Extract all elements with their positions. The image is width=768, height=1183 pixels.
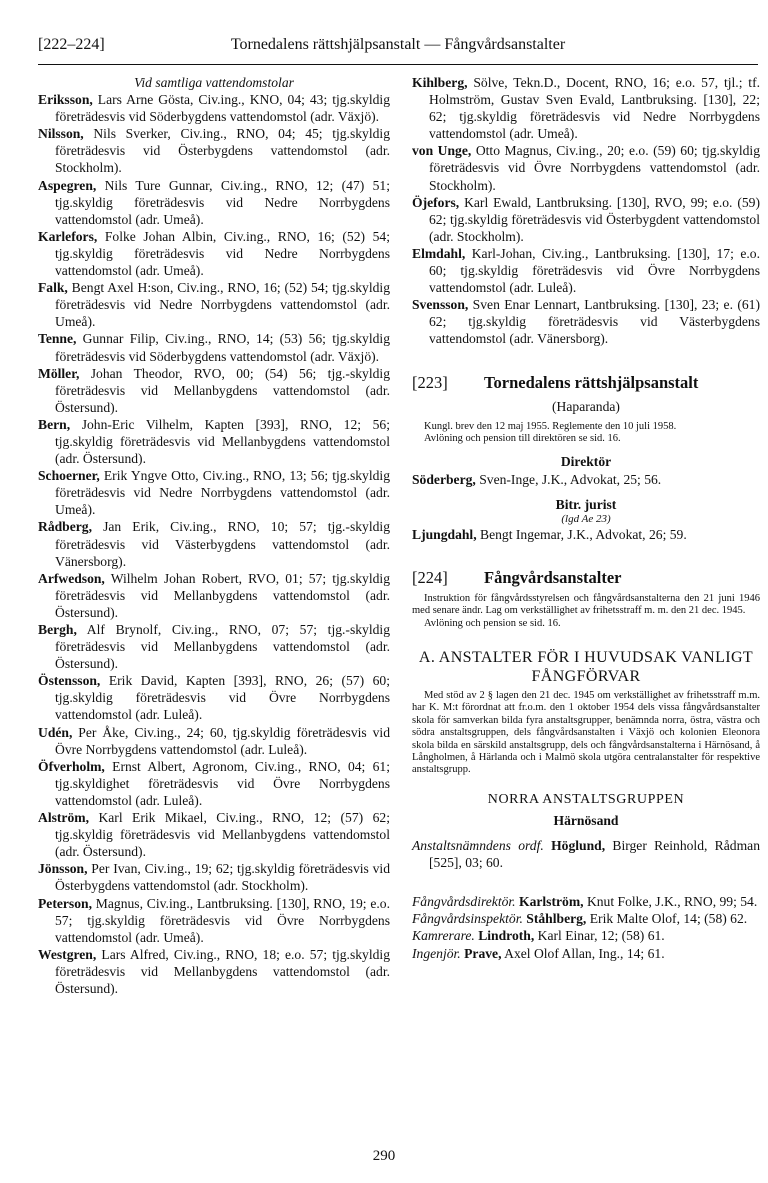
person-name: Nilsson,: [38, 126, 84, 142]
jurist-note: (lgd Ae 23): [561, 512, 611, 525]
section-223-heading: [412, 374, 760, 394]
person-name: Möller,: [38, 365, 80, 381]
person-details: Birger Reinhold, Rådman [525], 03; 60.: [429, 838, 760, 871]
person-name: Tenne,: [38, 331, 77, 347]
person-details: Otto Magnus, Civ.ing., 20; e.o. (59) 60; tjg.skyldig företrädesvis vid Övre Norrbygdens vattendomstol (adr. Stockholm).: [429, 143, 760, 193]
section-note: Instruktion för fångvårdsstyrelsen och fångvårdsanstalterna den 21 juni 1946 med senare ändr. Lag om verkställighet av frihetsstraff m. m. den 21 dec. 1945.: [412, 592, 760, 617]
person-details: Lars Alfred, Civ.ing., RNO, 18; e.o. 57; tjg.skyldig företrädesvis vid Mellanbygdens vattendomstol (adr. Östersund).: [55, 946, 390, 996]
person-details: Bengt Axel H:son, Civ.ing., RNO, 16; (52) 54; tjg.skyldig företrädesvis vid Nedre Norrbygdens vattendomstol (adr. Umeå).: [55, 280, 390, 330]
person-name: Arfwedson,: [38, 570, 105, 586]
column-subtitle: Vid samtliga vattendomstolar: [134, 75, 294, 90]
person-name: Peterson,: [38, 895, 92, 911]
list-item: [38, 809, 390, 860]
person-name: Elmdahl,: [412, 245, 466, 261]
list-item: [38, 125, 390, 176]
person-details: Alf Brynolf, Civ.ing., RNO, 07; 57; tjg.-skyldig företrädesvis vid Mellanbygdens vattendomstol (adr. Östersund).: [55, 622, 390, 672]
person-name: Lindroth,: [474, 928, 535, 944]
person-details: Erik Malte Olof, 14; (58) 62.: [586, 911, 748, 927]
person-details: Per Åke, Civ.ing., 24; 60, tjg.skyldig företrädesvis vid Övre Norrbygdens vattendomstol (adr. Luleå).: [55, 724, 390, 757]
list-item: [412, 245, 760, 296]
person-details: Axel Olof Allan, Ing., 14; 61.: [501, 945, 665, 961]
list-item: [412, 194, 760, 245]
list-item: [412, 526, 760, 543]
list-item: [412, 927, 760, 944]
person-details: Johan Theodor, RVO, 00; (54) 56; tjg.-skyldig företrädesvis vid Mellanbygdens vattendomstol (adr. Östersund).: [55, 365, 390, 415]
director-heading: Direktör: [560, 454, 612, 470]
person-details: Ernst Albert, Agronom, Civ.ing., RNO, 04; 61; tjg.skyldighet företrädesvis vid Övre Norrbygdens vattendomstol (adr. Luleå).: [55, 758, 390, 808]
section-number: [223]: [412, 372, 448, 392]
person-details: Karl Erik Mikael, Civ.ing., RNO, 12; (57) 62; tjg.skyldig företrädesvis vid Mellanbygdens vattendomstol (adr. Östersund).: [55, 810, 390, 860]
person-name: von Unge,: [412, 143, 472, 159]
list-item: [38, 724, 390, 758]
group-heading: NORRA ANSTALTSGRUPPEN: [487, 791, 685, 807]
list-item: [38, 621, 390, 672]
person-details: Erik Yngve Otto, Civ.ing., RNO, 13; 56; tjg.skyldig företrädesvis vid Nedre Norrbygdens vattendomstol (adr. Umeå).: [55, 468, 390, 518]
person-details: Nils Sverker, Civ.ing., RNO, 04; 45; tjg.skyldig företrädesvis vid Österbygdens vattendomstol (adr. Stockholm).: [55, 126, 390, 176]
section-body: Med stöd av 2 § lagen den 21 dec. 1945 om verkställighet av frihetsstraff m.m. har K. M:t förordnat att fr.o.m. den 1 oktober 1954 dels vissa fångvårdsanstalter skola för samverkan bilda fyra anstaltsgrupper, benämnda norra, östra, västra och södra anstaltsgruppen, dels fångvårdsanstalten i Växjö och kolonien Eleonora skola bilda en särskild anstaltsgrupp, dels och fångvårdsanstalterna i Härnösand, å Långholmen, å Härlanda och i Malmö skola utgöra centralanstalter för respektive anstaltsgrupp.: [412, 690, 760, 776]
section-name: Tornedalens rättshjälpsanstalt: [484, 372, 699, 392]
staff-title: Fångvårdsdirektör.: [412, 894, 516, 910]
staff-title: Ingenjör.: [412, 945, 461, 961]
person-details: Folke Johan Albin, Civ.ing., RNO, 16; (52) 54; tjg.skyldig företrädesvis vid Nedre Norrbygdens vattendomstol (adr. Umeå).: [55, 228, 390, 279]
person-details: Magnus, Civ.ing., Lantbruksing. [130], RNO, 19; e.o. 57; tjg.skyldig företrädesvis vid Övre Norrbygdens vattendomstol (adr. Umeå).: [55, 895, 390, 945]
person-name: Ståhlberg,: [522, 911, 587, 927]
list-item: [38, 467, 390, 518]
list-item: [412, 945, 760, 962]
list-item: [412, 74, 760, 142]
person-name: Svensson,: [412, 297, 469, 313]
section-note: Avlöning och pension se sid. 16.: [424, 617, 561, 629]
person-name: Jönsson,: [38, 861, 88, 877]
list-item: [38, 895, 390, 946]
section-range: [222–224]: [38, 36, 105, 53]
person-details: Jan Erik, Civ.ing., RNO, 10; 57; tjg.-skyldig företrädesvis vid Västerbygdens vattendomstol (adr. Vänersborg).: [55, 519, 390, 569]
person-details: Nils Ture Gunnar, Civ.ing., RNO, 12; (47) 51; tjg.skyldig företrädesvis vid Nedre Norrbygdens vattendomstol (adr. Umeå).: [55, 177, 390, 227]
person-name: Udén,: [38, 724, 73, 740]
section-note: Kungl. brev den 12 maj 1955. Reglemente den 10 juli 1958.: [424, 420, 677, 432]
right-column: [412, 74, 760, 962]
person-details: Sven-Inge, J.K., Advokat, 25; 56.: [475, 471, 662, 487]
person-details: Per Ivan, Civ.ing., 19; 62; tjg.skyldig företrädesvis vid Österbygdens vattendomstol (adr. Stockholm).: [55, 861, 390, 894]
person-name: Kihlberg,: [412, 75, 468, 90]
person-name: Rådberg,: [38, 519, 92, 535]
person-details: Knut Folke, J.K., RNO, 99; 54.: [583, 894, 758, 910]
person-details: Erik David, Kapten [393], RNO, 26; (57) 60; tjg.skyldig företrädesvis vid Övre Norrbygdens vattendomstol (adr. Luleå).: [55, 673, 390, 723]
list-item: [38, 416, 390, 467]
list-item: [38, 330, 390, 364]
list-item: [38, 228, 390, 279]
section-note: Avlöning och pension till direktören se sid. 16.: [424, 433, 621, 444]
section-place: (Haparanda): [552, 398, 620, 414]
list-item: [38, 570, 390, 621]
person-details: Wilhelm Johan Robert, RVO, 01; 57; tjg.skyldig företrädesvis vid Mellanbygdens vattendomstol (adr. Östersund).: [55, 570, 390, 620]
staff-title: Anstaltsnämndens ordf.: [412, 838, 544, 854]
person-details: Sven Enar Lennart, Lantbruksing. [130], 23; e. (61) 62; tjg.skyldig företrädesvis vid Västerbygdens vattendomstol (adr. Vänersborg).: [429, 297, 760, 347]
person-details: Karl Ewald, Lantbruksing. [130], RVO, 99; e.o. (59) 62; tjg.skyldig företrädesvis vid Österbygdent vattendomstol (adr. Stockholm).: [429, 194, 760, 244]
list-item: [38, 91, 390, 125]
list-item: [38, 365, 390, 416]
list-item: [412, 893, 760, 910]
person-name: Bergh,: [38, 622, 77, 637]
list-item: [38, 758, 390, 809]
person-name: Bern,: [38, 416, 71, 432]
left-entry-list: [38, 91, 390, 997]
person-name: Alström,: [38, 810, 89, 826]
person-name: Falk,: [38, 280, 68, 296]
list-item: [412, 910, 760, 927]
section-224-heading: [412, 569, 760, 589]
person-name: Aspegren,: [38, 177, 97, 193]
person-name: Ljungdahl,: [412, 526, 477, 542]
person-details: Karl Einar, 12; (58) 61.: [534, 928, 665, 944]
person-name: Höglund,: [543, 838, 606, 854]
list-item: [412, 471, 760, 488]
list-item: [412, 837, 760, 871]
header-rule: [38, 64, 758, 65]
page-number: 290: [372, 1148, 396, 1164]
person-name: Prave,: [460, 945, 502, 961]
place-heading: Härnösand: [553, 812, 619, 828]
staff-title: Fångvårdsinspektör.: [412, 911, 523, 927]
left-column: [38, 74, 390, 997]
section-number: [224]: [412, 567, 448, 587]
person-name: Öfverholm,: [38, 758, 105, 774]
person-name: Östensson,: [38, 673, 101, 689]
list-item: [38, 279, 390, 330]
person-name: Schoerner,: [38, 468, 100, 484]
person-details: Bengt Ingemar, J.K., Advokat, 26; 59.: [476, 526, 687, 542]
person-details: Karl-Johan, Civ.ing., Lantbruksing. [130], 17; e.o. 60; tjg.skyldig företrädesvis vid Övre Norrbygdens vattendomstol (adr. Luleå).: [429, 245, 760, 296]
person-details: Lars Arne Gösta, Civ.ing., KNO, 04; 43; tjg.skyldig företrädesvis vid Söderbygdens vattendomstol (adr. Växjö).: [55, 92, 390, 125]
list-item: [412, 142, 760, 193]
subsection-heading: A. ANSTALTER FÖR I HUVUDSAK VANLIGT FÅNGFÖRVAR: [418, 649, 754, 685]
staff-list: [412, 837, 760, 962]
person-name: Eriksson,: [38, 92, 93, 108]
person-name: Karlström,: [515, 894, 584, 910]
person-details: John-Eric Vilhelm, Kapten [393], RNO, 12; 56; tjg.skyldig företrädesvis vid Mellanbygdens vattendomstol (adr. Östersund).: [55, 416, 390, 467]
staff-title: Kamrerare.: [412, 928, 475, 944]
list-item: [412, 296, 760, 347]
page-header: [38, 36, 758, 60]
list-item: [38, 860, 390, 894]
list-item: [38, 518, 390, 569]
list-item: [38, 177, 390, 228]
person-name: Öjefors,: [412, 194, 460, 210]
person-details: Sölve, Tekn.D., Docent, RNO, 16; e.o. 57, tjl.; tf. Holmström, Gustav Sven Evald, Lantbruksing. [130], 22; 62; tjg.skyldig företrädesvis vid Nedre Norrbygdens vattendomstol (adr. Umeå).: [429, 75, 760, 142]
person-details: Gunnar Filip, Civ.ing., RNO, 14; (53) 56; tjg.skyldig företrädesvis vid Söderbygdens vattendomstol (adr. Växjö).: [55, 331, 390, 364]
person-name: Westgren,: [38, 946, 97, 962]
section-name: Fångvårdsanstalter: [484, 567, 622, 587]
person-name: Karlefors,: [38, 228, 98, 244]
running-title: Tornedalens rättshjälpsanstalt — Fångvårdsanstalter: [230, 36, 566, 53]
list-item: [38, 946, 390, 997]
jurist-heading: Bitr. jurist: [555, 496, 617, 512]
list-item: [38, 672, 390, 723]
right-entry-list: [412, 74, 760, 348]
person-name: Söderberg,: [412, 471, 476, 487]
